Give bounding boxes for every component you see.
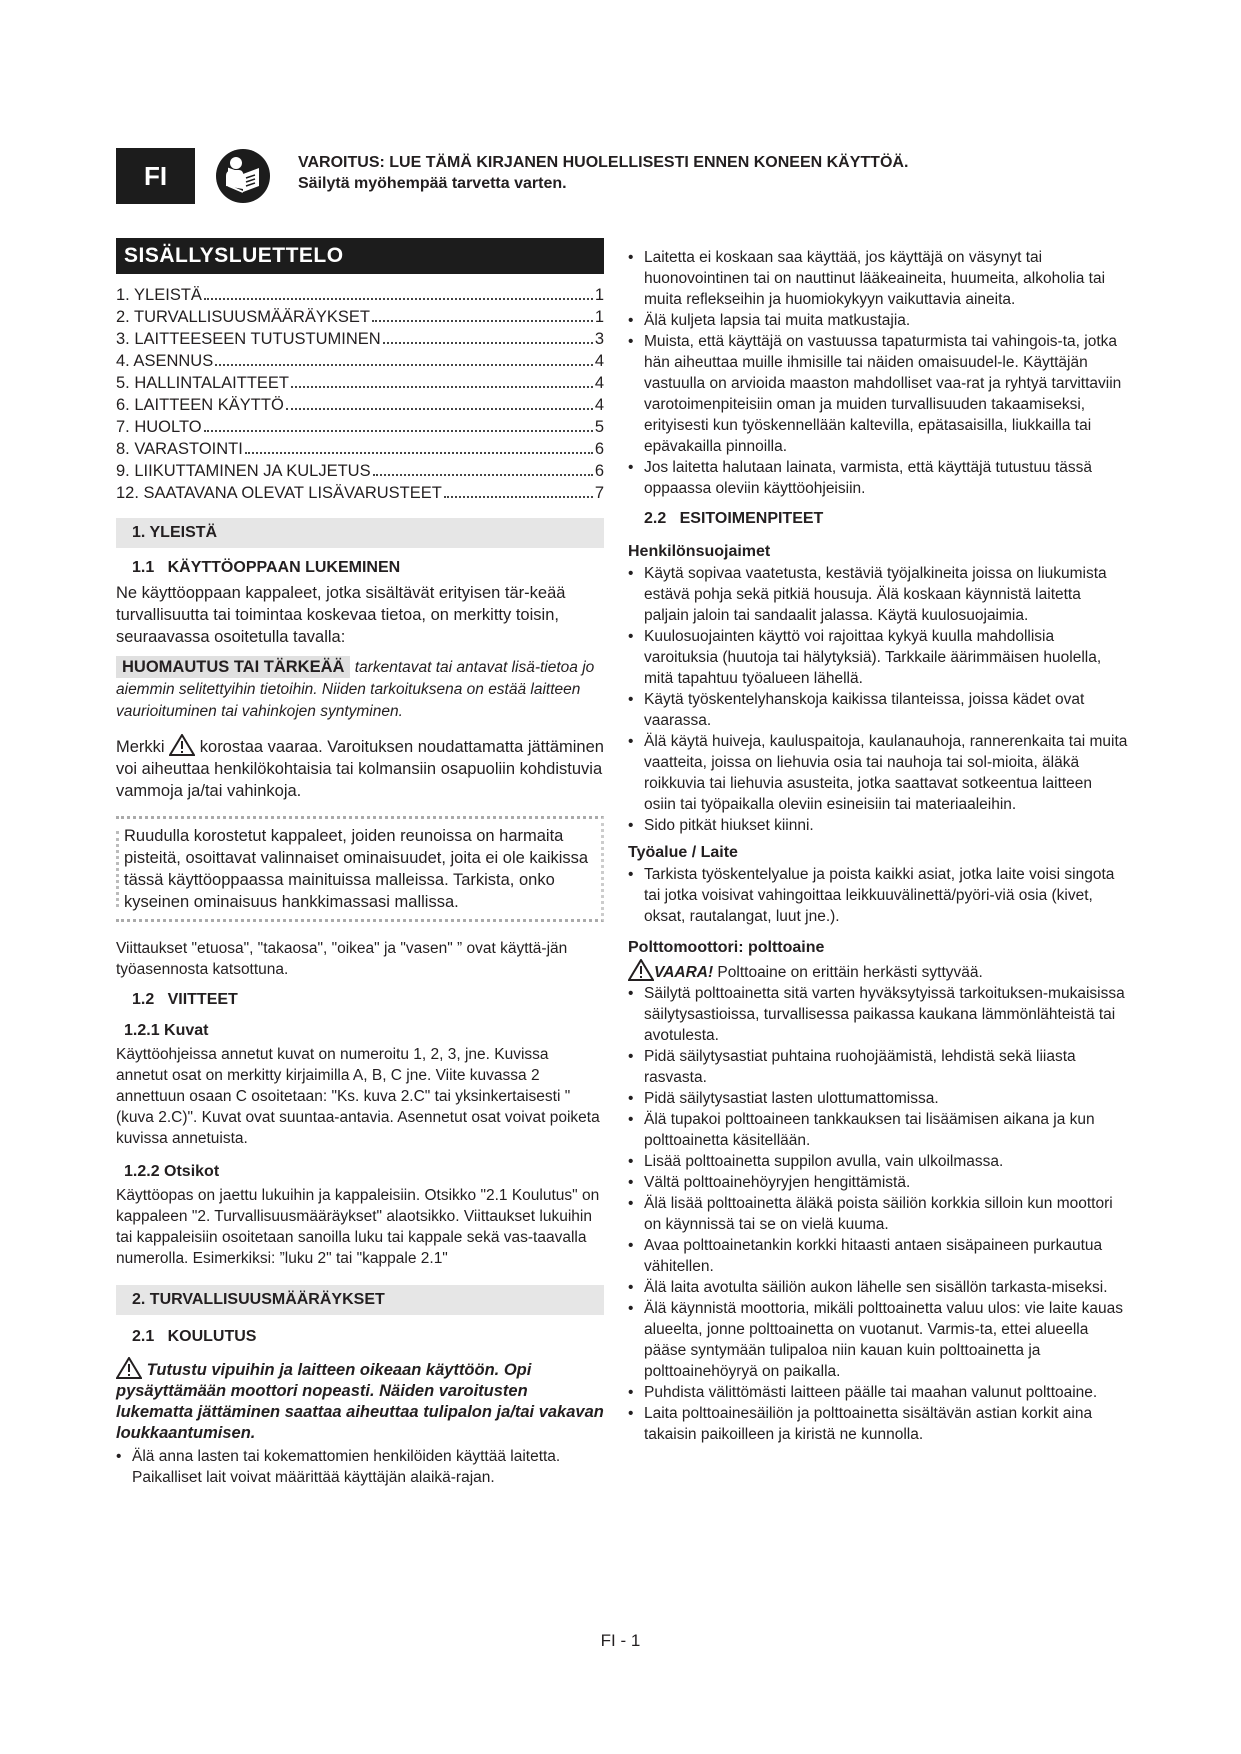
paragraph: Viittaukset "etuosa", "takaosa", "oikea" ja "vasen" ” ovat käyttä-jän työasennosta katsottuna. [116, 940, 568, 978]
note-label: HUOMAUTUS TAI TÄRKEÄÄ [116, 656, 350, 678]
work-area-list [628, 864, 1128, 927]
subheading-fuel: Polttomoottori: polttoaine [628, 939, 825, 956]
optional-features-box [116, 816, 604, 922]
list-item: • Pidä säilytysastiat puhtaina ruohojäämistä, lehdistä sekä liiasta rasvasta. [628, 1046, 1128, 1088]
toc-item-page: 6 [594, 462, 604, 480]
list-item: • Älä käytä huiveja, kauluspaitoja, kaulanauhoja, rannerenkaita tai muita vaatteita, joissa on liehuvia osia tai nauhoja tai sol-mioita, äläkä roikkuvia tai liehuvia asusteita, jotka saattavat sotkeentua laitteen osiin tai työpaikalla oleviin esineisiin tai materiaaleihin. [628, 731, 1128, 815]
toc-item-page: 3 [594, 330, 604, 348]
toc-title: SISÄLLYSLUETTELO [116, 238, 604, 274]
section-number: 2.2 [644, 510, 667, 527]
toc-item [116, 306, 604, 328]
left-column [116, 238, 604, 1488]
toc-leader [204, 416, 593, 432]
toc-item-page: 1 [594, 308, 604, 326]
warning-text: Tutustu vipuihin ja laitteen oikeaan käyttöön. Opi pysäyttämään moottori nopeasti. Näiden varoitusten lukematta jättäminen saattaa aiheuttaa tulipalon ja/tai vakavan loukkaantumisen. [116, 1361, 604, 1442]
warning-triangle-icon [628, 959, 654, 981]
toc-item-label: 6. LAITTEEN KÄYTTÖ [116, 396, 284, 414]
section-1-2-1-heading: 1.2.1 Kuvat [124, 1022, 209, 1039]
section-number: 1.1 [132, 559, 155, 576]
paragraph: Ne käyttöoppaan kappaleet, jotka sisältävät erityisen tär-keää turvallisuutta tai toimintaa koskevaa tietoa, on merkitty toisin, seuraavassa osoitetulla tavalla: [116, 584, 566, 646]
training-warning [116, 1357, 604, 1444]
hazard-paragraph [116, 734, 604, 802]
toc-leader [372, 306, 593, 322]
danger-label: VAARA! [654, 964, 714, 981]
toc-leader [286, 394, 593, 410]
optional-features-text: Ruudulla korostetut kappaleet, joiden reunoissa on harmaita pisteitä, osoittavat valinnaiset ominaisuudet, joita ei ole kaikissa tässä käyttöoppaassa mainituissa malleissa. Tarkista, onko kyseinen ominaisuus hankkimassasi mallissa. [124, 827, 589, 911]
warning-line-2: Säilytä myöhempää tarvetta varten. [298, 175, 567, 192]
list-item: • Älä kuljeta lapsia tai muita matkustajia. [628, 310, 1128, 331]
toc-item [116, 328, 604, 350]
list-item: • Laita polttoainesäiliön ja polttoainetta sisältävän astian korkit aina takaisin paikoilleen ja kiristä ne kunnolla. [628, 1403, 1128, 1445]
list-item: • Tarkista työskentelyalue ja poista kaikki asiat, jotka laite voisi singota tai jotka voisivat vahingoittaa leikkuuvälinettä/pyöri-viä osia (kivet, oksat, rautalangat, luut jne.). [628, 864, 1128, 927]
toc-item-page: 4 [594, 352, 604, 370]
list-item: • Käytä sopivaa vaatetusta, kestäviä työjalkineita joissa on liukumista estävä pohja sekä pitkiä housuja. Älä koskaan käynnistä laitetta paljain jaloin tai sandaalit jalassa. Käytä kuulosuojaimia. [628, 563, 1128, 626]
toc-item-label: 3. LAITTEESEEN TUTUSTUMINEN [116, 330, 381, 348]
section-title: KÄYTTÖOPPAAN LUKEMINEN [167, 559, 401, 576]
section-title: VIITTEET [167, 991, 238, 1008]
toc-leader [291, 372, 593, 388]
list-item: • Älä käynnistä moottoria, mikäli polttoainetta valuu ulos: vie laite kauas alueelta, jonne polttoainetta on vuotanut. Varmis-ta, ettei alueella pääse syntymään tulipaloa niin kauan kuin polttoainetta ja polttoainehöyryä on paikalla. [628, 1298, 1128, 1382]
read-manual-icon [215, 148, 271, 204]
toc-item-label: 4. ASENNUS [116, 352, 214, 370]
text: Merkki [116, 738, 170, 756]
toc-item-page: 5 [594, 418, 604, 436]
danger-line [628, 959, 1128, 983]
toc-item-label: 8. VARASTOINTI [116, 440, 243, 458]
paragraph: Käyttöohjeissa annetut kuvat on numeroitu 1, 2, 3, jne. Kuvissa annetut osat on merkitty kirjaimilla A, B, C jne. Viite kuvassa 2 annettuun osaan C osoitetaan: "Ks. kuva 2.C" tai yksinkertaisesti "(kuva 2.C)". Kuvat ovat suuntaa-antavia. Asennetut osat voivat poiketa kuvissa annetuista. [116, 1046, 600, 1147]
toc-item-label: 1. YLEISTÄ [116, 286, 202, 304]
toc-leader [383, 328, 593, 344]
section-1-1-heading [116, 556, 604, 580]
toc-item [116, 416, 604, 438]
toc-item-page: 7 [594, 484, 604, 502]
list-item: • Kuulosuojainten käyttö voi rajoittaa kykyä kuulla mahdollisia varoituksia (huutoja tai hälytyksiä). Tarkkaile äärimmäisen huolella, mitä tapahtuu työalueen lähellä. [628, 626, 1128, 689]
toc-leader [444, 482, 593, 498]
section-2-2-heading [628, 507, 1128, 531]
toc-item-label: 5. HALLINTALAITTEET [116, 374, 289, 392]
table-of-contents [116, 284, 604, 504]
list-item: • Älä tupakoi polttoaineen tankkauksen tai lisäämisen aikana ja kun polttoainetta käsitellään. [628, 1109, 1128, 1151]
page-header [116, 148, 1126, 204]
note-text: tarkentavat tai antavat lisä-tietoa jo aiemmin selitettyihin tietoihin. Niiden tarkoituksena on estää laitteen vaurioituminen tai vahinkojen syntyminen. [116, 659, 595, 720]
ppe-list [628, 563, 1128, 836]
toc-item-label: 2. TURVALLISUUSMÄÄRÄYKSET [116, 308, 371, 326]
section-number: 2.1 [132, 1328, 155, 1345]
subheading-ppe: Henkilönsuojaimet [628, 543, 771, 560]
danger-text: Polttoaine on erittäin herkästi syttyvää. [713, 964, 983, 981]
text: korostaa vaaraa. Varoituksen noudattamatta jättäminen voi aiheuttaa henkilökohtaisia tai kolmansiin osapuoliin kohdistuvia vammoja ja/tai vahinkoja. [116, 738, 604, 800]
bullet-list [628, 247, 1128, 499]
list-item: • Sido pitkät hiukset kiinni. [628, 815, 1128, 836]
section-title: KOULUTUS [167, 1328, 257, 1345]
list-item: • Vältä polttoainehöyryjen hengittämistä. [628, 1172, 1128, 1193]
toc-leader [245, 438, 593, 454]
list-item: • Pidä säilytysastiat lasten ulottumattomissa. [628, 1088, 1128, 1109]
section-number: 1.2 [132, 991, 155, 1008]
list-item: • Säilytä polttoainetta sitä varten hyväksytyissä tarkoituksen-mukaisissa säilytysastioissa, turvallisessa paikassa kaukana lämmönlähteistä tai avotulesta. [628, 983, 1128, 1046]
toc-item-label: 7. HUOLTO [116, 418, 202, 436]
list-item: • Älä lisää polttoainetta äläkä poista säiliön korkkia silloin kun moottori on käynnissä tai se on vielä kuuma. [628, 1193, 1128, 1235]
subheading-work-area: Työalue / Laite [628, 844, 738, 861]
warning-triangle-icon [116, 1357, 142, 1379]
paragraph: Käyttöopas on jaettu lukuihin ja kappaleisiin. Otsikko "2.1 Koulutus" on kappaleen "2. Turvallisuusmääräykset" alaotsikko. Viittaukset lukuihin tai kappaleisiin osoitetaan sanoilla luku tai kappale sekä vas-taavalla numerolla. Esimerkiksi: ”luku 2" tai "kappale 2.1" [116, 1187, 600, 1267]
language-badge: FI [116, 148, 195, 204]
section-2-1-heading [116, 1325, 604, 1349]
list-item: • Jos laitetta halutaan lainata, varmista, että käyttäjä tutustuu tässä oppaassa oleviin käyttöohjeisiin. [628, 457, 1128, 499]
toc-leader [204, 284, 593, 300]
list-item: • Avaa polttoainetankin korkki hitaasti antaen sisäpaineen purkautua vähitellen. [628, 1235, 1128, 1277]
list-item: • Lisää polttoainetta suppilon avulla, vain ulkoilmassa. [628, 1151, 1128, 1172]
warning-line-1: VAROITUS: LUE TÄMÄ KIRJANEN HUOLELLISESTI ENNEN KONEEN KÄYTTÖÄ. [298, 154, 909, 171]
list-item: • Puhdista välittömästi laitteen päälle tai maahan valunut polttoaine. [628, 1382, 1128, 1403]
toc-item [116, 438, 604, 460]
toc-item [116, 482, 604, 504]
toc-item [116, 284, 604, 306]
toc-item [116, 372, 604, 394]
section-1-2-2-heading: 1.2.2 Otsikot [124, 1163, 220, 1180]
list-item: • Älä anna lasten tai kokemattomien henkilöiden käyttää laitetta. Paikalliset lait voivat määrittää käyttäjän alaikä-rajan. [116, 1446, 604, 1488]
list-item: • Laitetta ei koskaan saa käyttää, jos käyttäjä on väsynyt tai huonovointinen tai on nauttinut lääkeaineita, huumeita, alkoholia tai muita reflekseihin ja huomiokykyyn vaikuttavia aineita. [628, 247, 1128, 310]
toc-leader [215, 350, 593, 366]
section-title: ESITOIMENPITEET [679, 510, 824, 527]
toc-item-page: 4 [594, 374, 604, 392]
toc-leader [373, 460, 593, 476]
warning-title [298, 152, 908, 194]
toc-item [116, 350, 604, 372]
note-paragraph [116, 656, 604, 722]
list-item: • Käytä työskentelyhanskoja kaikissa tilanteissa, joissa kädet ovat vaarassa. [628, 689, 1128, 731]
toc-item [116, 394, 604, 416]
right-column [628, 247, 1128, 1445]
section-2-heading: 2. TURVALLISUUSMÄÄRÄYKSET [116, 1285, 604, 1315]
toc-item-label: 9. LIIKUTTAMINEN JA KULJETUS [116, 462, 371, 480]
warning-triangle-icon [169, 734, 195, 756]
section-1-2-heading [116, 988, 604, 1012]
toc-item-page: 6 [594, 440, 604, 458]
toc-item-page: 1 [594, 286, 604, 304]
page-number: FI - 1 [600, 1631, 641, 1650]
list-item: • Älä laita avotulta säiliön aukon lähelle sen sisällön tarkasta-miseksi. [628, 1277, 1128, 1298]
toc-item-page: 4 [594, 396, 604, 414]
fuel-list [628, 983, 1128, 1445]
bullet-list [116, 1446, 604, 1488]
list-item: • Muista, että käyttäjä on vastuussa tapaturmista tai vahingois-ta, jotka hän aiheuttaa muille ihmisille tai näiden omaisuudel-le. Käyttäjän vastuulla on arvioida maaston mahdolliset vaa-rat ja ryhtyä tarvittaviin varotoimenpiteisiin oman ja muiden turvallisuuden takaamiseksi, erityisesti kun työskennellään kaltevilla, epätasaisilla, liukkailla tai epävakailla pinnoilla. [628, 331, 1128, 457]
toc-item [116, 460, 604, 482]
section-1-heading: 1. YLEISTÄ [116, 518, 604, 548]
toc-item-label: 12. SAATAVANA OLEVAT LISÄVARUSTEET [116, 484, 442, 502]
